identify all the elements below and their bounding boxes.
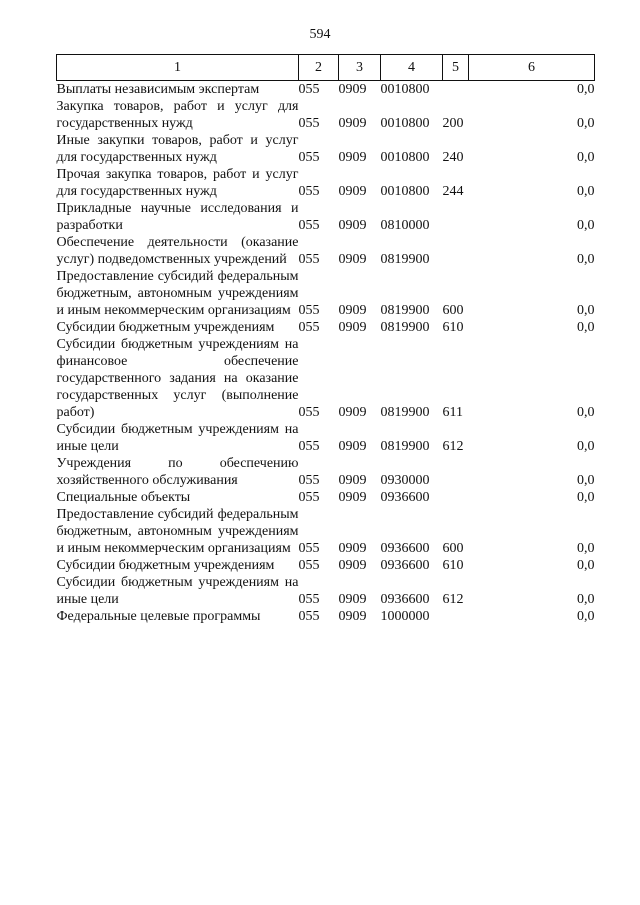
row-code-4: 0010800 [380,150,430,165]
table-row [57,455,595,489]
row-code-3: 0909 [338,218,367,233]
row-code-4: 0010800 [380,184,430,199]
row-amount: 0,0 [577,490,595,505]
table-row [57,81,595,99]
row-code-4: 0819900 [380,252,430,267]
row-code-5: 610 [442,320,464,335]
row-amount: 0,0 [577,252,595,267]
row-code-4: 0936600 [380,541,430,556]
row-code-3: 0909 [338,490,367,505]
row-code-5: 200 [442,116,464,131]
table-row [57,557,595,574]
row-name: Федеральные целевые программы [56,609,261,624]
row-name: Субсидии бюджетным учреждениям на иные цели [56,422,299,454]
table-row [57,268,595,319]
row-code-5 [443,608,469,625]
row-code-2: 055 [298,252,320,267]
row-code-3: 0909 [338,439,367,454]
row-code-3: 0909 [338,320,367,335]
column-header-6: 6 [469,55,595,81]
column-header-5: 5 [443,55,469,81]
row-code-4: 0819900 [380,405,430,420]
row-name: Субсидии бюджетным учреждениям [56,320,275,335]
column-header-2: 2 [299,55,339,81]
row-code-5 [443,81,469,99]
row-code-3: 0909 [338,116,367,131]
row-code-3: 0909 [338,303,367,318]
row-code-3: 0909 [338,405,367,420]
row-code-5 [443,455,469,489]
table-row [57,608,595,625]
column-header-3: 3 [339,55,381,81]
row-name: Предоставление субсидий федеральным бюджетным, автономным учреждениям и иным некоммерческим организациям [56,507,299,556]
row-code-3: 0909 [338,558,367,573]
table-header-row [57,55,595,81]
row-code-3: 0909 [338,473,367,488]
table-row [57,98,595,132]
row-code-5 [443,200,469,234]
row-amount: 0,0 [577,473,595,488]
row-amount: 0,0 [577,184,595,199]
row-code-2: 055 [298,541,320,556]
row-code-4: 0930000 [380,473,430,488]
row-name: Предоставление субсидий федеральным бюджетным, автономным учреждениям и иным некоммерческим организациям [56,269,299,318]
row-code-2: 055 [298,184,320,199]
row-name: Субсидии бюджетным учреждениям на финансовое обеспечение государственного задания на оказание государственных услуг (выполнение работ) [56,337,299,420]
row-code-5: 600 [442,541,464,556]
row-code-5: 612 [442,592,464,607]
table-row [57,200,595,234]
row-code-2: 055 [298,218,320,233]
row-code-2: 055 [298,439,320,454]
column-header-4: 4 [381,55,443,81]
row-name: Иные закупки товаров, работ и услуг для государственных нужд [56,133,299,165]
row-amount: 0,0 [577,150,595,165]
row-code-2: 055 [298,558,320,573]
row-code-3: 0909 [338,592,367,607]
table-row [57,574,595,608]
row-code-4: 0936600 [380,490,430,505]
row-code-5: 612 [442,439,464,454]
row-name: Специальные объекты [56,490,191,505]
row-amount: 0,0 [577,541,595,556]
row-code-5: 240 [442,150,464,165]
row-code-2: 055 [298,405,320,420]
row-code-2: 055 [298,303,320,318]
row-code-5 [443,489,469,506]
row-name: Выплаты независимым экспертам [56,82,260,97]
row-amount: 0,0 [577,405,595,420]
table-row [57,421,595,455]
row-amount: 0,0 [577,320,595,335]
row-amount: 0,0 [577,218,595,233]
row-code-5 [443,234,469,268]
row-code-5: 611 [442,405,463,420]
row-code-4: 0810000 [380,218,430,233]
row-amount: 0,0 [577,82,595,97]
row-code-2: 055 [298,320,320,335]
row-code-3: 0909 [338,252,367,267]
row-code-3: 0909 [338,184,367,199]
row-code-5: 610 [442,558,464,573]
column-header-1: 1 [57,55,299,81]
row-code-3: 0909 [338,609,367,624]
row-code-4: 0819900 [380,439,430,454]
row-code-5: 244 [442,184,464,199]
table-row [57,506,595,557]
row-name: Обеспечение деятельности (оказание услуг) подведомственных учреждений [56,235,299,267]
table-row [57,234,595,268]
row-code-4: 0819900 [380,303,430,318]
row-name: Субсидии бюджетным учреждениям [56,558,275,573]
table-row [57,166,595,200]
row-name: Закупка товаров, работ и услуг для государственных нужд [56,99,299,131]
page-number: 594 [309,27,331,42]
row-code-2: 055 [298,592,320,607]
row-code-4: 0010800 [380,82,430,97]
row-name: Прикладные научные исследования и разработки [56,201,299,233]
row-code-5: 600 [442,303,464,318]
row-code-2: 055 [298,150,320,165]
row-amount: 0,0 [577,116,595,131]
row-code-2: 055 [298,116,320,131]
row-code-3: 0909 [338,150,367,165]
row-name: Учреждения по обеспечению хозяйственного обслуживания [56,456,299,488]
budget-table [56,54,595,625]
table-row [57,336,595,421]
table-body [57,81,595,626]
table-row [57,319,595,336]
row-amount: 0,0 [577,558,595,573]
row-amount: 0,0 [577,609,595,624]
row-code-3: 0909 [338,541,367,556]
row-code-2: 055 [298,490,320,505]
row-code-2: 055 [298,82,320,97]
row-amount: 0,0 [577,303,595,318]
row-code-4: 1000000 [380,609,430,624]
table-row [57,132,595,166]
row-amount: 0,0 [577,592,595,607]
row-name: Субсидии бюджетным учреждениям на иные цели [56,575,299,607]
row-code-4: 0936600 [380,592,430,607]
row-code-4: 0936600 [380,558,430,573]
row-code-3: 0909 [338,82,367,97]
row-code-2: 055 [298,609,320,624]
row-code-4: 0819900 [380,320,430,335]
row-amount: 0,0 [577,439,595,454]
row-code-2: 055 [298,473,320,488]
row-name: Прочая закупка товаров, работ и услуг для государственных нужд [56,167,299,199]
table-row [57,489,595,506]
row-code-4: 0010800 [380,116,430,131]
